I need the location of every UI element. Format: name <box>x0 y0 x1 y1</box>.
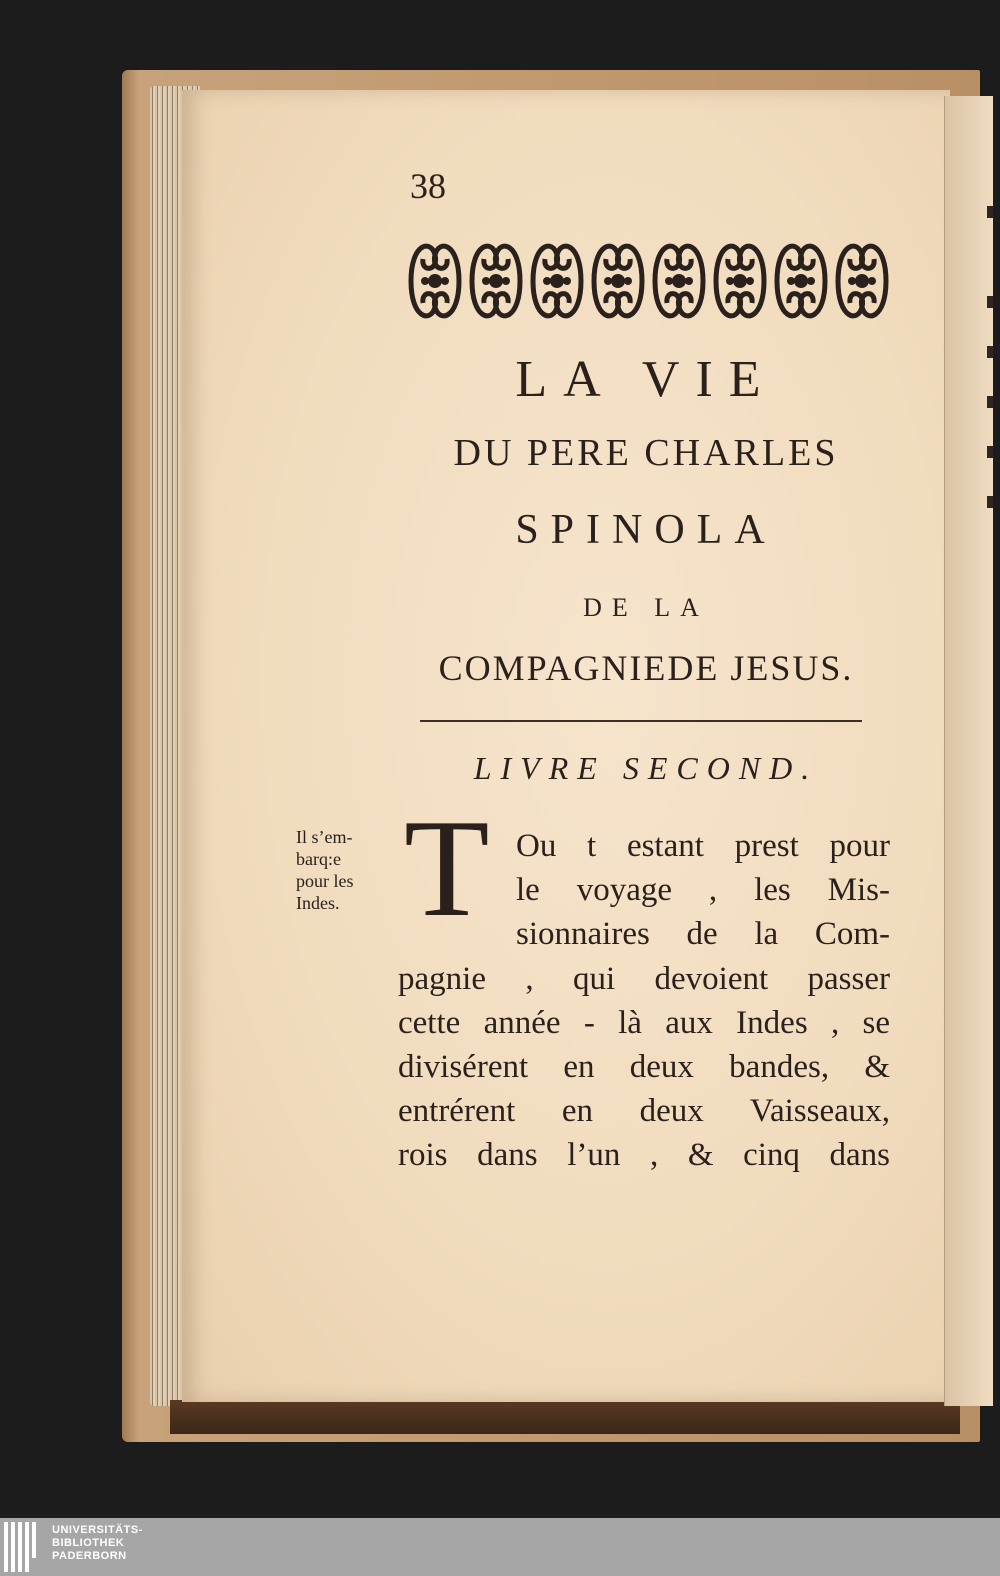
library-name-line: UNIVERSITÄTS- <box>52 1524 143 1536</box>
body-line: Ou t estant prest pour <box>516 828 890 864</box>
title-line-5: COMPAGNIEDE JESUS. <box>438 648 854 688</box>
library-footer-bar <box>0 1518 1000 1576</box>
title-line-4: DE LA <box>583 593 709 622</box>
title-line-2: DU PERE CHARLES <box>453 432 839 474</box>
body-line: divisérent en deux bandes, & <box>398 1049 890 1086</box>
page-number: 38 <box>410 166 446 206</box>
title-line-1: LA VIE <box>515 351 777 408</box>
body-line: sionnaires de la Com- <box>516 916 890 953</box>
library-name-line: BIBLIOTHEK <box>52 1537 125 1549</box>
body-line: le voyage , les Mis- <box>516 872 890 909</box>
body-line: rois dans l’un , & cinq dans <box>398 1137 890 1174</box>
body-line: cette année - là aux Indes , se <box>398 1004 890 1041</box>
facing-page-edge <box>944 96 993 1406</box>
decorative-headpiece <box>405 233 893 329</box>
body-text <box>398 824 890 1178</box>
library-name <box>52 1524 143 1563</box>
book-section-label: LIVRE SECOND. <box>473 750 819 786</box>
marginal-note <box>296 826 396 914</box>
horizontal-rule <box>420 720 862 722</box>
title-line-3: SPINOLA <box>515 507 777 553</box>
marginal-note-line: Indes. <box>296 893 340 913</box>
drop-cap: T <box>404 791 490 946</box>
marginal-note-line: barq:e <box>296 849 341 869</box>
library-logo-icon <box>4 1522 44 1572</box>
body-line: pagnie , qui devoient passer <box>398 960 890 997</box>
body-line: entrérent en deux Vaisseaux, <box>398 1093 890 1130</box>
marginal-note-line: Il s’em- <box>296 827 353 847</box>
library-name-line: PADERBORN <box>52 1550 127 1562</box>
marginal-note-line: pour les <box>296 871 354 891</box>
book-bottom-edge <box>170 1400 960 1434</box>
